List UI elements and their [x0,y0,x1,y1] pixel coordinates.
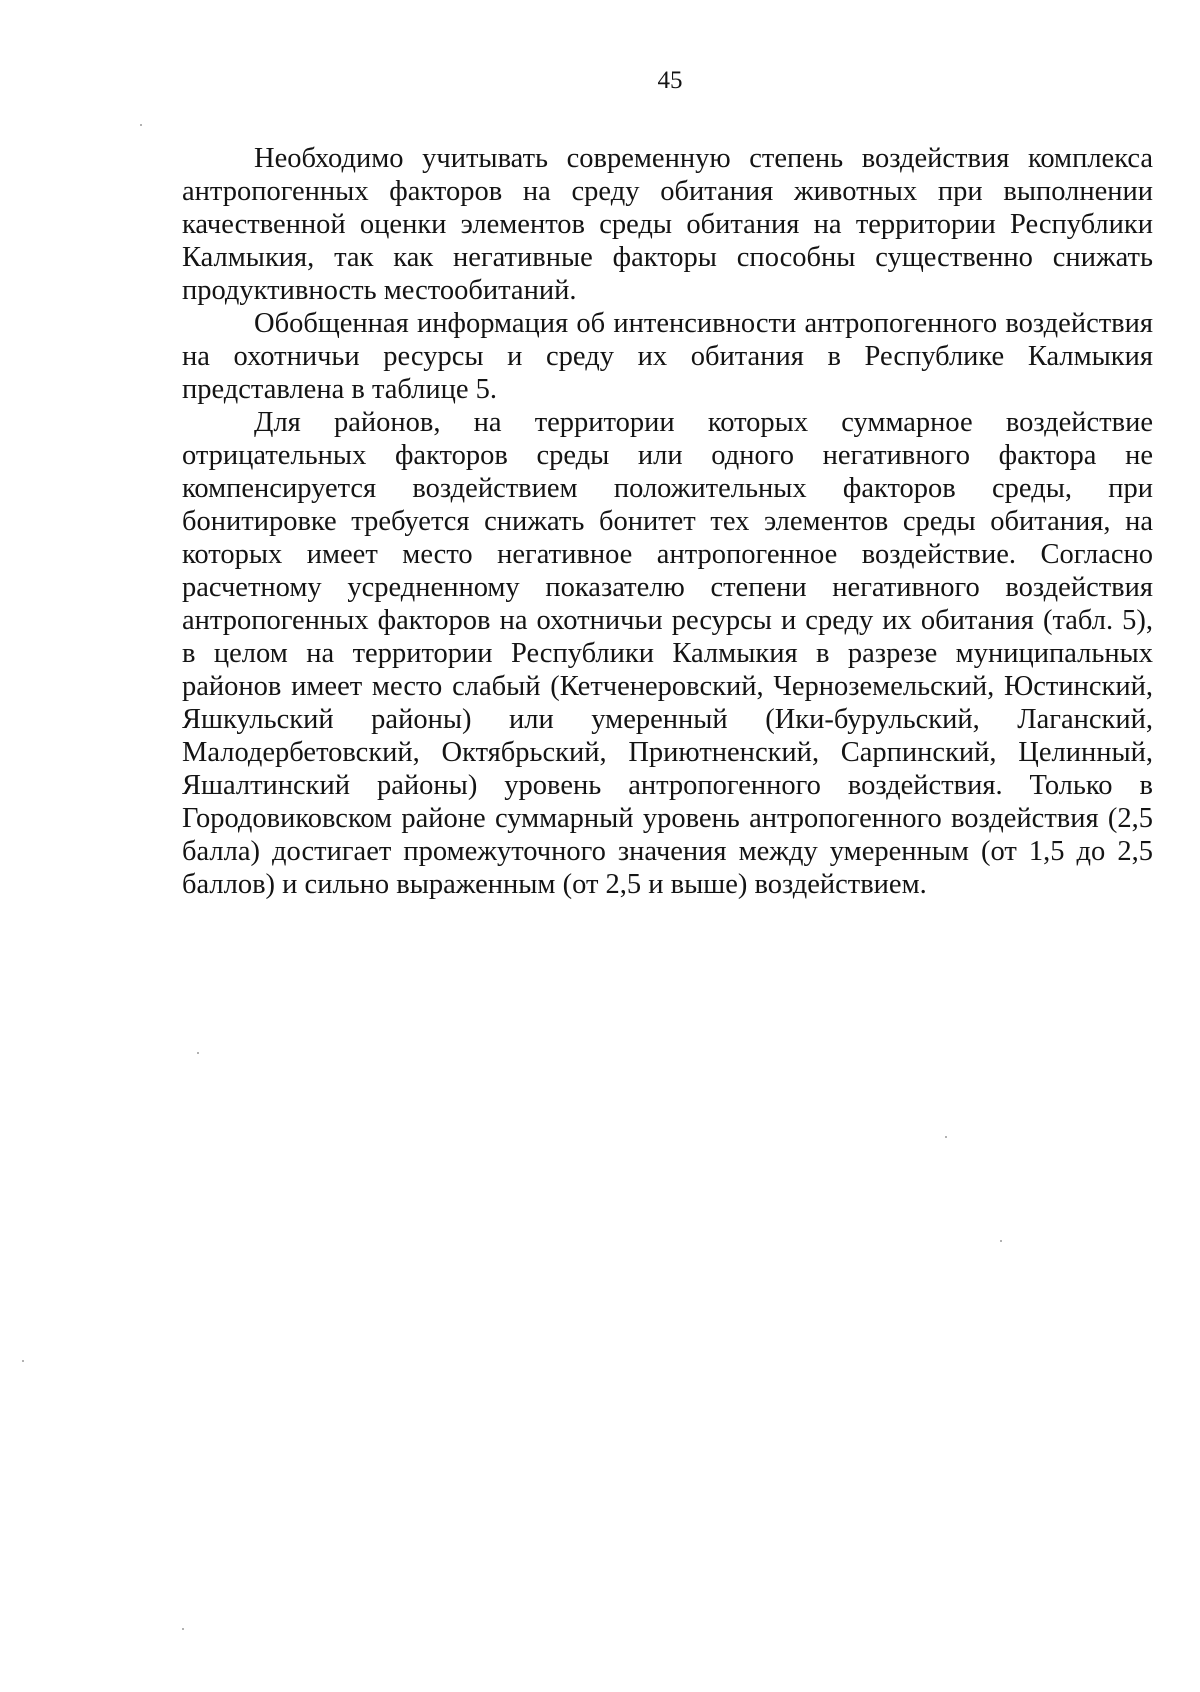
scan-speck [140,124,142,126]
scan-speck [1000,1240,1002,1242]
scan-speck [22,1360,24,1362]
scan-speck [197,1052,199,1054]
body-text [182,142,1153,901]
paragraph-2: Обобщенная информация об интенсивности антропогенного воздействия на охотничьи ресурсы и среду их обитания в Республике Калмыкия представлена в таблице 5. [182,308,1153,405]
paragraph-3: Для районов, на территории которых суммарное воздействие отрицательных факторов среды или одного негативного фактора не компенсируется воздействием положительных факторов среды, при бонитировке требуется снижать бонитет тех элементов среды обитания, на которых имеет место негативное антропогенное воздействие. Согласно расчетному усредненному показателю степени негативного воздействия антропогенных факторов на охотничьи ресурсы и среду их обитания (табл. 5), в целом на территории Республики Калмыкия в разрезе муниципальных районов имеет место слабый (Кетченеровский, Черноземельский, Юстинский, Яшкульский районы) или умеренный (Ики-бурульский, Лаганский, Малодербетовский, Октябрьский, Приютненский, Сарпинский, Целинный, Яшалтинский районы) уровень антропогенного воздействия. Только в Городовиковском районе суммарный уровень антропогенного воздействия (2,5 балла) достигает промежуточного значения между умеренным (от 1,5 до 2,5 баллов) и сильно выраженным (от 2,5 и выше) воздействием. [182,407,1153,900]
page-number: 45 [657,67,683,94]
paragraph-1: Необходимо учитывать современную степень воздействия комплекса антропогенных факторов на среду обитания животных при выполнении качественной оценки элементов среды обитания на территории Республики Калмыкия, так как негативные факторы способны существенно снижать продуктивность местообитаний. [182,143,1153,306]
scan-speck [182,1628,184,1630]
scan-speck [945,1136,947,1138]
